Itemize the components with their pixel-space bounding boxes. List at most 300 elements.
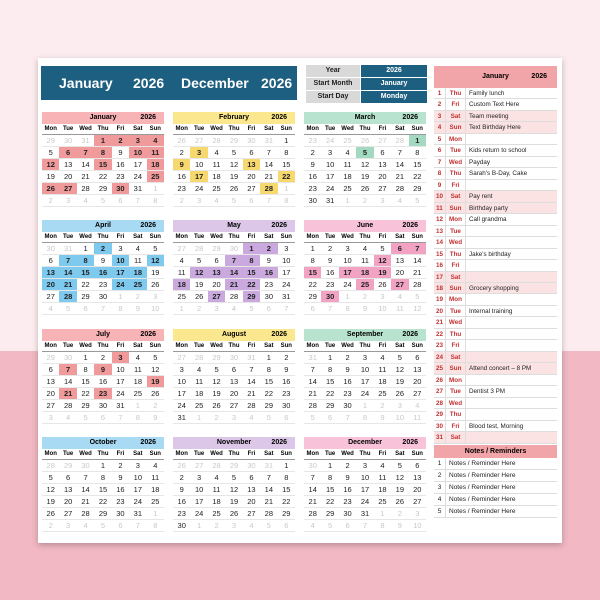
event-text[interactable]: Pay rent (469, 193, 493, 201)
day-cell[interactable]: 13 (59, 484, 76, 496)
day-cell[interactable]: 26 (391, 388, 408, 400)
day-cell[interactable]: 5 (374, 243, 391, 255)
day-cell[interactable]: 22 (321, 388, 338, 400)
event-text[interactable]: Sarah's B-Day, Cake (469, 170, 528, 178)
day-cell[interactable]: 14 (260, 159, 277, 171)
day-cell[interactable]: 11 (356, 255, 373, 267)
day-cell[interactable]: 30 (112, 183, 129, 195)
event-row[interactable] (434, 283, 557, 294)
day-cell[interactable]: 11 (147, 147, 164, 159)
day-cell[interactable]: 27 (225, 400, 242, 412)
day-cell[interactable]: 25 (374, 496, 391, 508)
day-cell-other[interactable]: 3 (208, 303, 225, 315)
day-cell[interactable]: 19 (225, 171, 242, 183)
day-cell[interactable]: 30 (304, 195, 321, 207)
day-cell[interactable]: 17 (356, 376, 373, 388)
day-cell[interactable]: 18 (208, 496, 225, 508)
day-cell[interactable]: 8 (321, 472, 338, 484)
day-cell-other[interactable]: 2 (356, 195, 373, 207)
day-cell-other[interactable]: 2 (208, 412, 225, 424)
day-cell[interactable]: 13 (243, 159, 260, 171)
day-cell[interactable]: 28 (59, 400, 76, 412)
day-cell[interactable]: 29 (321, 508, 338, 520)
day-cell-other[interactable]: 28 (42, 460, 59, 472)
event-row[interactable] (434, 421, 557, 432)
day-cell[interactable]: 16 (339, 376, 356, 388)
day-cell[interactable]: 23 (260, 279, 277, 291)
day-cell[interactable]: 30 (278, 400, 295, 412)
day-cell[interactable]: 16 (339, 484, 356, 496)
day-cell[interactable]: 20 (42, 388, 59, 400)
day-cell[interactable]: 9 (304, 159, 321, 171)
day-cell-other[interactable]: 8 (278, 195, 295, 207)
day-cell[interactable]: 25 (356, 279, 373, 291)
day-cell-other[interactable]: 8 (129, 412, 146, 424)
day-cell[interactable]: 25 (147, 496, 164, 508)
day-cell-other[interactable]: 28 (208, 460, 225, 472)
day-cell-other[interactable]: 5 (94, 195, 111, 207)
event-row[interactable] (434, 88, 557, 99)
day-cell[interactable]: 15 (243, 267, 260, 279)
day-cell[interactable]: 14 (260, 484, 277, 496)
day-cell-other[interactable]: 30 (243, 135, 260, 147)
event-row[interactable] (434, 214, 557, 225)
day-cell[interactable]: 12 (42, 484, 59, 496)
day-cell-other[interactable]: 8 (339, 303, 356, 315)
day-cell[interactable]: 1 (304, 243, 321, 255)
note-text[interactable]: Notes / Reminder Here (449, 459, 516, 467)
day-cell-other[interactable]: 10 (409, 520, 426, 532)
day-cell[interactable]: 6 (409, 352, 426, 364)
event-row[interactable] (434, 432, 557, 443)
day-cell[interactable]: 7 (304, 364, 321, 376)
day-cell-other[interactable]: 7 (94, 303, 111, 315)
day-cell[interactable]: 12 (147, 255, 164, 267)
day-cell-other[interactable]: 5 (59, 303, 76, 315)
day-cell[interactable]: 31 (112, 400, 129, 412)
day-cell-other[interactable]: 1 (278, 183, 295, 195)
day-cell-other[interactable]: 3 (190, 195, 207, 207)
day-cell[interactable]: 18 (129, 376, 146, 388)
day-cell[interactable]: 19 (356, 171, 373, 183)
event-text[interactable]: Grocery shopping (469, 284, 519, 292)
day-cell[interactable]: 10 (278, 255, 295, 267)
day-cell[interactable]: 2 (94, 352, 111, 364)
day-cell[interactable]: 24 (356, 388, 373, 400)
day-cell[interactable]: 4 (190, 364, 207, 376)
day-cell[interactable]: 16 (260, 267, 277, 279)
event-text[interactable]: Jake's birthday (469, 250, 511, 258)
day-cell-other[interactable]: 7 (278, 303, 295, 315)
day-cell[interactable]: 2 (339, 460, 356, 472)
event-text[interactable] (466, 260, 557, 270)
day-cell[interactable]: 16 (173, 171, 190, 183)
day-cell[interactable]: 6 (243, 147, 260, 159)
day-cell[interactable]: 17 (278, 267, 295, 279)
day-cell[interactable]: 11 (173, 267, 190, 279)
day-cell[interactable]: 15 (94, 484, 111, 496)
day-cell-other[interactable]: 29 (42, 135, 59, 147)
day-cell[interactable]: 2 (260, 243, 277, 255)
day-cell[interactable]: 29 (409, 183, 426, 195)
day-cell-other[interactable]: 27 (173, 352, 190, 364)
day-cell[interactable]: 18 (356, 267, 373, 279)
event-text[interactable]: Custom Text Here (469, 101, 520, 109)
day-cell-other[interactable]: 1 (190, 520, 207, 532)
day-cell-other[interactable]: 2 (190, 303, 207, 315)
day-cell[interactable]: 1 (278, 135, 295, 147)
day-cell-other[interactable]: 6 (278, 412, 295, 424)
day-cell[interactable]: 29 (243, 291, 260, 303)
event-text[interactable] (466, 294, 557, 304)
day-cell-other[interactable]: 4 (42, 303, 59, 315)
day-cell[interactable]: 7 (260, 472, 277, 484)
day-cell[interactable]: 22 (278, 171, 295, 183)
day-cell[interactable]: 11 (374, 472, 391, 484)
day-cell-other[interactable]: 3 (391, 400, 408, 412)
event-row[interactable] (434, 352, 557, 363)
day-cell[interactable]: 16 (321, 267, 338, 279)
day-cell-other[interactable]: 6 (77, 303, 94, 315)
event-text[interactable]: Team meeting (469, 112, 509, 120)
day-cell[interactable]: 3 (112, 243, 129, 255)
day-cell[interactable]: 3 (190, 472, 207, 484)
day-cell-other[interactable]: 4 (59, 412, 76, 424)
day-cell[interactable]: 16 (112, 484, 129, 496)
day-cell[interactable]: 7 (59, 255, 76, 267)
day-cell[interactable]: 4 (173, 255, 190, 267)
day-cell[interactable]: 20 (225, 388, 242, 400)
event-row[interactable] (434, 306, 557, 317)
day-cell[interactable]: 28 (304, 508, 321, 520)
day-cell[interactable]: 5 (147, 243, 164, 255)
day-cell[interactable]: 3 (129, 460, 146, 472)
event-row[interactable] (434, 398, 557, 409)
event-text[interactable] (466, 398, 557, 408)
day-cell[interactable]: 17 (190, 496, 207, 508)
day-cell[interactable]: 20 (391, 267, 408, 279)
day-cell[interactable]: 15 (409, 159, 426, 171)
day-cell-other[interactable]: 28 (190, 352, 207, 364)
day-cell-other[interactable]: 30 (59, 352, 76, 364)
day-cell-other[interactable]: 30 (304, 460, 321, 472)
day-cell[interactable]: 15 (77, 376, 94, 388)
day-cell[interactable]: 10 (356, 364, 373, 376)
day-cell[interactable]: 27 (42, 400, 59, 412)
day-cell-other[interactable]: 4 (243, 412, 260, 424)
day-cell[interactable]: 21 (243, 388, 260, 400)
day-cell[interactable]: 2 (339, 352, 356, 364)
day-cell[interactable]: 29 (94, 183, 111, 195)
day-cell-other[interactable]: 5 (225, 195, 242, 207)
day-cell[interactable]: 24 (356, 496, 373, 508)
day-cell[interactable]: 3 (356, 352, 373, 364)
day-cell-other[interactable]: 31 (260, 135, 277, 147)
event-row[interactable] (434, 409, 557, 420)
day-cell[interactable]: 14 (391, 159, 408, 171)
day-cell[interactable]: 19 (391, 376, 408, 388)
day-cell[interactable]: 31 (356, 508, 373, 520)
day-cell[interactable]: 31 (321, 195, 338, 207)
day-cell[interactable]: 25 (208, 183, 225, 195)
day-cell[interactable]: 11 (129, 255, 146, 267)
day-cell-other[interactable]: 5 (260, 412, 277, 424)
day-cell-other[interactable]: 5 (77, 412, 94, 424)
day-cell[interactable]: 7 (225, 255, 242, 267)
day-cell[interactable]: 21 (225, 279, 242, 291)
day-cell[interactable]: 29 (77, 400, 94, 412)
day-cell[interactable]: 6 (374, 147, 391, 159)
day-cell-other[interactable]: 27 (190, 460, 207, 472)
day-cell[interactable]: 4 (208, 472, 225, 484)
day-cell[interactable]: 14 (409, 255, 426, 267)
day-cell[interactable]: 6 (42, 364, 59, 376)
day-cell[interactable]: 4 (208, 147, 225, 159)
day-cell[interactable]: 8 (77, 255, 94, 267)
day-cell[interactable]: 19 (190, 279, 207, 291)
day-cell-other[interactable]: 1 (147, 183, 164, 195)
day-cell[interactable]: 19 (374, 267, 391, 279)
day-cell-other[interactable]: 12 (409, 303, 426, 315)
day-cell[interactable]: 6 (243, 472, 260, 484)
day-cell[interactable]: 2 (321, 243, 338, 255)
day-cell[interactable]: 24 (112, 279, 129, 291)
day-cell[interactable]: 29 (260, 400, 277, 412)
day-cell[interactable]: 21 (77, 171, 94, 183)
day-cell-other[interactable]: 4 (77, 520, 94, 532)
day-cell[interactable]: 7 (77, 472, 94, 484)
day-cell[interactable]: 21 (304, 496, 321, 508)
day-cell[interactable]: 21 (391, 171, 408, 183)
day-cell[interactable]: 6 (409, 460, 426, 472)
day-cell-other[interactable]: 2 (42, 520, 59, 532)
event-text[interactable]: Birthday party (469, 204, 508, 212)
day-cell[interactable]: 29 (304, 291, 321, 303)
day-cell[interactable]: 5 (190, 255, 207, 267)
day-cell[interactable]: 15 (94, 159, 111, 171)
day-cell[interactable]: 3 (356, 460, 373, 472)
day-cell[interactable]: 26 (356, 183, 373, 195)
day-cell-other[interactable]: 2 (208, 520, 225, 532)
day-cell[interactable]: 4 (356, 243, 373, 255)
day-cell-other[interactable]: 4 (243, 520, 260, 532)
day-cell-other[interactable]: 3 (147, 291, 164, 303)
event-text[interactable]: Blood test, Morning (469, 422, 524, 430)
day-cell[interactable]: 11 (129, 364, 146, 376)
day-cell[interactable]: 13 (391, 255, 408, 267)
day-cell[interactable]: 26 (42, 183, 59, 195)
event-text[interactable]: Kids return to school (469, 147, 527, 155)
day-cell[interactable]: 3 (129, 135, 146, 147)
day-cell[interactable]: 10 (356, 472, 373, 484)
note-row[interactable] (434, 470, 557, 482)
day-cell-other[interactable]: 3 (59, 195, 76, 207)
day-cell[interactable]: 9 (173, 484, 190, 496)
day-cell[interactable]: 9 (339, 472, 356, 484)
day-cell[interactable]: 15 (278, 159, 295, 171)
day-cell-other[interactable]: 29 (225, 460, 242, 472)
day-cell[interactable]: 17 (112, 376, 129, 388)
day-cell[interactable]: 17 (356, 484, 373, 496)
day-cell-other[interactable]: 29 (225, 135, 242, 147)
day-cell[interactable]: 7 (260, 147, 277, 159)
day-cell-other[interactable]: 28 (190, 243, 207, 255)
day-cell-other[interactable]: 4 (391, 291, 408, 303)
event-row[interactable] (434, 180, 557, 191)
day-cell[interactable]: 25 (147, 171, 164, 183)
day-cell[interactable]: 23 (94, 388, 111, 400)
note-text[interactable]: Notes / Reminder Here (449, 483, 516, 491)
day-cell-other[interactable]: 2 (129, 291, 146, 303)
event-text[interactable] (466, 237, 557, 247)
day-cell-other[interactable]: 26 (173, 135, 190, 147)
day-cell-other[interactable]: 30 (42, 243, 59, 255)
day-cell[interactable]: 27 (243, 508, 260, 520)
day-cell-other[interactable]: 30 (59, 135, 76, 147)
day-cell[interactable]: 7 (59, 364, 76, 376)
day-cell-other[interactable]: 31 (304, 352, 321, 364)
day-cell[interactable]: 4 (374, 460, 391, 472)
day-cell[interactable]: 18 (208, 171, 225, 183)
day-cell-other[interactable]: 30 (243, 460, 260, 472)
day-cell[interactable]: 22 (243, 279, 260, 291)
day-cell[interactable]: 28 (243, 400, 260, 412)
event-row[interactable] (434, 111, 557, 122)
note-text[interactable]: Notes / Reminder Here (449, 507, 516, 515)
day-cell[interactable]: 12 (391, 472, 408, 484)
day-cell[interactable]: 18 (374, 376, 391, 388)
event-row[interactable] (434, 329, 557, 340)
day-cell-other[interactable]: 7 (339, 412, 356, 424)
day-cell[interactable]: 7 (304, 472, 321, 484)
day-cell-other[interactable]: 30 (225, 243, 242, 255)
day-cell[interactable]: 21 (260, 171, 277, 183)
day-cell[interactable]: 27 (59, 183, 76, 195)
day-cell-other[interactable]: 6 (304, 303, 321, 315)
day-cell[interactable]: 28 (304, 400, 321, 412)
day-cell[interactable]: 22 (260, 388, 277, 400)
day-cell-other[interactable]: 3 (225, 412, 242, 424)
day-cell[interactable]: 24 (190, 183, 207, 195)
event-row[interactable] (434, 145, 557, 156)
day-cell-other[interactable]: 1 (356, 400, 373, 412)
event-row[interactable] (434, 157, 557, 168)
day-cell-other[interactable]: 3 (42, 412, 59, 424)
day-cell[interactable]: 14 (77, 484, 94, 496)
note-row[interactable] (434, 482, 557, 494)
day-cell[interactable]: 28 (77, 183, 94, 195)
day-cell-other[interactable]: 8 (147, 520, 164, 532)
day-cell[interactable]: 5 (225, 147, 242, 159)
day-cell-other[interactable]: 27 (173, 243, 190, 255)
day-cell[interactable]: 7 (243, 364, 260, 376)
day-cell[interactable]: 26 (147, 279, 164, 291)
day-cell[interactable]: 19 (225, 496, 242, 508)
day-cell[interactable]: 25 (173, 291, 190, 303)
event-text[interactable] (466, 340, 557, 350)
event-row[interactable] (434, 99, 557, 110)
day-cell[interactable]: 9 (339, 364, 356, 376)
day-cell-other[interactable]: 7 (129, 520, 146, 532)
day-cell-other[interactable]: 4 (77, 195, 94, 207)
event-row[interactable] (434, 203, 557, 214)
day-cell-other[interactable]: 6 (260, 303, 277, 315)
day-cell[interactable]: 27 (59, 508, 76, 520)
event-text[interactable]: Call grandma (469, 216, 507, 224)
day-cell[interactable]: 20 (374, 171, 391, 183)
day-cell-other[interactable]: 5 (243, 303, 260, 315)
day-cell[interactable]: 20 (409, 484, 426, 496)
day-cell-other[interactable]: 4 (391, 195, 408, 207)
event-text[interactable] (466, 352, 557, 362)
event-row[interactable] (434, 375, 557, 386)
day-cell[interactable]: 24 (112, 388, 129, 400)
day-cell[interactable]: 10 (190, 159, 207, 171)
day-cell[interactable]: 22 (77, 279, 94, 291)
day-cell[interactable]: 16 (112, 159, 129, 171)
day-cell[interactable]: 15 (260, 376, 277, 388)
day-cell-other[interactable]: 31 (59, 243, 76, 255)
day-cell[interactable]: 8 (243, 255, 260, 267)
day-cell[interactable]: 21 (77, 496, 94, 508)
event-text[interactable] (466, 272, 557, 282)
day-cell[interactable]: 24 (129, 496, 146, 508)
day-cell[interactable]: 22 (278, 496, 295, 508)
day-cell-other[interactable]: 2 (356, 291, 373, 303)
day-cell[interactable]: 5 (42, 147, 59, 159)
day-cell[interactable]: 20 (42, 279, 59, 291)
day-cell[interactable]: 22 (94, 496, 111, 508)
day-cell-other[interactable]: 1 (339, 291, 356, 303)
day-cell[interactable]: 14 (225, 267, 242, 279)
event-row[interactable] (434, 294, 557, 305)
day-cell-other[interactable]: 23 (304, 135, 321, 147)
day-cell[interactable]: 24 (321, 183, 338, 195)
day-cell[interactable]: 22 (321, 496, 338, 508)
day-cell[interactable]: 14 (243, 376, 260, 388)
day-cell-other[interactable]: 5 (321, 520, 338, 532)
day-cell-other[interactable]: 7 (112, 412, 129, 424)
day-cell[interactable]: 17 (173, 388, 190, 400)
day-cell[interactable]: 5 (42, 472, 59, 484)
day-cell[interactable]: 5 (356, 147, 373, 159)
day-cell-other[interactable]: 8 (112, 303, 129, 315)
day-cell-other[interactable]: 6 (321, 412, 338, 424)
day-cell[interactable]: 16 (304, 171, 321, 183)
day-cell[interactable]: 1 (321, 352, 338, 364)
day-cell[interactable]: 22 (304, 279, 321, 291)
day-cell-other[interactable]: 30 (77, 460, 94, 472)
day-cell[interactable]: 14 (77, 159, 94, 171)
day-cell[interactable]: 11 (208, 484, 225, 496)
day-cell[interactable]: 22 (94, 171, 111, 183)
event-text[interactable]: Internal training (469, 307, 513, 315)
day-cell-other[interactable]: 10 (147, 303, 164, 315)
event-text[interactable]: Attend concert – 8 PM (469, 365, 532, 373)
day-cell[interactable]: 27 (391, 279, 408, 291)
day-cell[interactable]: 12 (147, 364, 164, 376)
day-cell[interactable]: 29 (94, 508, 111, 520)
event-row[interactable] (434, 226, 557, 237)
day-cell-other[interactable]: 1 (190, 412, 207, 424)
day-cell[interactable]: 27 (42, 291, 59, 303)
day-cell[interactable]: 19 (391, 484, 408, 496)
day-cell-other[interactable]: 8 (356, 412, 373, 424)
day-cell[interactable]: 11 (374, 364, 391, 376)
day-cell[interactable]: 1 (409, 135, 426, 147)
day-cell[interactable]: 13 (409, 364, 426, 376)
day-cell[interactable]: 30 (321, 291, 338, 303)
